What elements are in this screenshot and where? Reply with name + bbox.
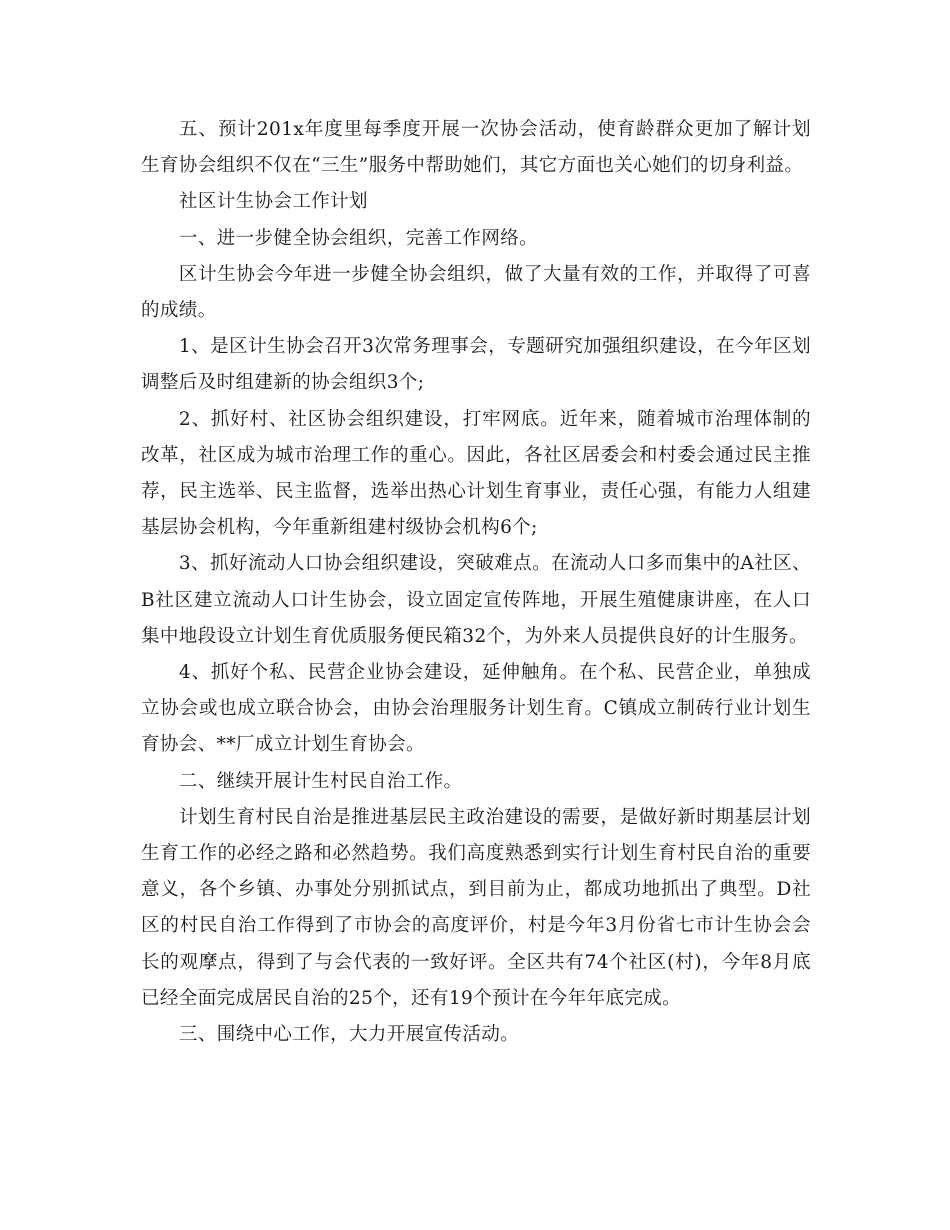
paragraph: 计划生育村民自治是推进基层民主政治建设的需要，是做好新时期基层计划生育工作的必经之路和必然趋势。我们高度熟悉到实行计划生育村民自治的重要意义，各个乡镇、办事处分别抓试点，到目前为止，都成功地抓出了典型。D社区的村民自治工作得到了市协会的高度评价，村是今年3月份省七市计生协会会长的观摩点，得到了与会代表的一致好评。全区共有74个社区(村)，今年8月底已经全面完成居民自治的25个，还有19个预计在今年年底完成。 (141, 806, 811, 1009)
heading-two: 二、继续开展计生村民自治工作。 (178, 770, 463, 792)
paragraph-item-five: 五、预计201x年度里每季度开展一次协会活动，使育龄群众更加了解计划生育协会组织不仅在“三生”服务中帮助她们，其它方面也关心她们的切身利益。 (141, 119, 811, 177)
section-title: 社区计生协会工作计划 (178, 191, 368, 213)
paragraph: 区计生协会今年进一步健全协会组织，做了大量有效的工作，并取得了可喜的成绩。 (141, 263, 811, 322)
list-item-4: 4、抓好个私、民营企业协会建设，延伸触角。在个私、民营企业，单独成立协会或也成立联合协会，由协会治理服务计划生育。C镇成立制砖行业计划生育协会、**厂成立计划生育协会。 (141, 662, 811, 756)
list-item-1: 1、是区计生协会召开3次常务理事会，专题研究加强组织建设，在今年区划调整后及时组建新的协会组织3个; (141, 336, 811, 394)
list-item-2: 2、抓好村、社区协会组织建设，打牢网底。近年来，随着城市治理体制的改革，社区成为城市治理工作的重心。因此，各社区居委会和村委会通过民主推荐，民主选举、民主监督，选举出热心计划生育事业，责任心强，有能力人组建基层协会机构，今年重新组建村级协会机构6个; (141, 408, 811, 539)
list-item-3: 3、抓好流动人口协会组织建设，突破难点。在流动人口多而集中的A社区、B社区建立流动人口计生协会，设立固定宣传阵地，开展生殖健康讲座，在人口集中地段设立计划生育优质服务便民箱32个，为外来人员提供良好的计生服务。 (141, 553, 811, 647)
heading-three: 三、围绕中心工作，大力开展宣传活动。 (178, 1024, 520, 1046)
heading-one: 一、进一步健全协会组织，完善工作网络。 (178, 227, 539, 249)
document-body (141, 112, 811, 1053)
